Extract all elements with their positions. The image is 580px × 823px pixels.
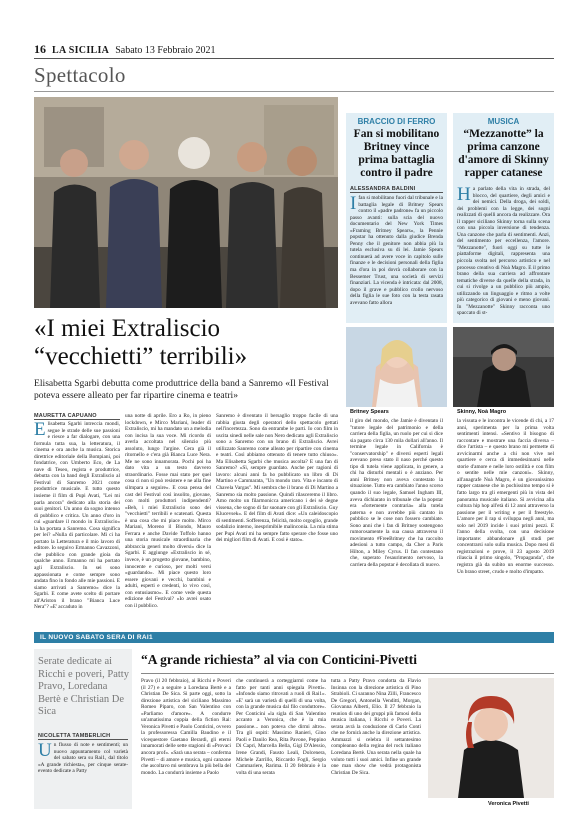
page-header: [34, 42, 554, 56]
lower-side-headline: Serate dedicate ai Ricchi e poveri, Patty Pravo, Loredana Bertè e Christian De Sica: [38, 656, 129, 717]
britney-photo-caption: Britney Spears: [350, 409, 389, 415]
lower-side-text: Un flusso di note e sentimenti; un nuovo appuntamento col varietà del sabato sera su Rai1, dal titolo «A grande richiesta», per cinque serate-evento dedicate a Patty: [38, 742, 128, 775]
music-text-top: Ha parlato della vita in strada, del blocco, del quartiere, degli amici e dei nemici. Della droga, dei soldi, dei problemi con la legge, dei sogni realizzati di quelli ancora da realizzare. Ora il rapper siciliano Skinny torna sulla scena con una piccola inversione di tendenza. Una canzone che parla di sentimenti. Anzi, del sentimento per eccellenza, l'amore. "Mezzanotte", fuori oggi su tutte le piattaforme digitali, rappresenta una piccola svolta nel percorso artistico e nel processo creativo di Noà Magro. E il primo brano della sua carriera ad affrontare tematiche diverse da quelle della strada, in cui si rivolge a un pubblico più ampio, utilizzando un linguaggio e ritmo a volte più categorico di giovani e meno giovani. In "Mezzanotte" Skinny racconta uno spaccato di st-: [457, 186, 550, 317]
lower-column-2: che continuerà a corteggiarmi come ha fatto per tanti anni spiegala Pivetti». «Infondo siamo ritrovati a ruoli di Rai1». «E' sarà un varietà di quelli di una volta, con la grande musica dal filo conduttore». Per Conticini «la sigla di San Valentino accanto a Veronica, che è la mia passione... non poteva che dirmi altro». Tra gli ospiti: Massimo Ranieri, Gino Paoli e Danilo Rea, Rita Pavone, Peppino Di Capri, Marcella Bella, Gigi D'Alessio, Irene Grandi, Fausto Leali, Dolcenera, Michele Zarrillo, Riccardo Fogli, Sergio Cammariere, Rarima. Il 20 febbraio è la volta di una serata: [236, 678, 326, 776]
britney-text-top: Ifan si mobilitano fuori dal tribunale e la battaglia legale di Britney Spears contro il «padre padrone» fa un piccolo passo avanti: sulla scia del nuovo documentario del New York Times «Framing Britney Spears», la Pennie popstar ha ottenuto dalla giudice Brenda Penny che il genitore non abbia più la tutela esclusiva su di lei. Jamie Spears continuerà ad avere voce in capitolo sulle finanze e le decisioni personali della figlia ma d'ora in poi dovrà collaborare con la Bessemer Trust, una società di servizi finanziari. La vicenda è intricata: dal 2008, dopo il grave e pubblico crollo nervoso della figlia le sue foto con la testa rasata avevano fatto allora: [350, 195, 443, 306]
pivetti-photo-caption: Veronica Pivetti: [488, 801, 529, 807]
lower-head-rule: [141, 673, 554, 674]
main-subhead: Elisabetta Sgarbi debutta come produttrice della band a Sanremo «Il Festival poteva essere alleato per far ripartire cinema e teatri»: [34, 378, 329, 401]
main-column-3: Sanremo è diventato il bersaglio troppo facile di una rabbia giusta degli operatori dello spettacolo gettati nell'incertezza. Sono da entrambe le parti. Io con film in uscita sinedi nelle sale non Nero dedicato agli Extraliscio sono a Sanremo con un brano di Extraliscio. Avrei utilizzato Sanremo come alleato per ripartire con cinema e teatri. Così abbiamo ottenuto di tenere tutto chiuso». Ma Elisabetta Sgarbi che musica ascolta? E una fan di Sanremo? «Sì, sempre guardato. Anche per ragioni di lavoro: alcuni anni fa ho pubblicato un libro di Di Martino e Cammarata, "Un mondo raro. Vita e incanto di Chavela Vargas". Mi sembra che il brano di Di Martino a Sanremo sia molto passione. Quindi rilasceremo il libro. Amo molto un filarmonicca americano i dei sè degne vissena, che sogno di far suonare con gli Extraliscio. Guy Klucevsek». E del film di Avati dice: «Un caleidoscopio di sentimenti. Sofferenza, felicità, molto orgoglio, grande sodalizio interno, inesprimibile malinconia. La mia stima per Pupi Avati mi ha sempre fatto sperare che fosse uno dei migliori film di Avati. E così è stato».: [216, 413, 338, 544]
music-tag: MUSICA: [487, 117, 520, 126]
page-number: 16: [34, 42, 46, 56]
skinny-photo-caption: Skinny, Noà Magro: [457, 409, 507, 415]
section-rule: [34, 91, 554, 92]
main-dropcap: E: [34, 421, 46, 440]
main-headline: «I miei Extraliscio “vecchietti” terribili»: [34, 315, 248, 370]
lower-headline: “A grande richiesta” al via con Conticini-Pivetti: [141, 652, 417, 667]
britney-dropcap: I: [350, 195, 357, 214]
britney-headline: Fan si mobilitano Britney vince prima battaglia contro il padre: [353, 128, 440, 179]
britney-text-bottom: il giro del mondo, che Jamie è diventato il "tutore legale del patrimonio e della carriera della figlia, un ruolo per cui si dice sia pagato circa 130 mila dollari all'anno. Il termine legale in California è "conservatorship" e diversi esperti legali avevano preso stato il naso perché questo tipo di tutela viene applicata, in genere, a chi ha disturbi mentali o è anziano. Per anni Britney non aveva contestato la situazione. Tutto era cambiato l'anno scorso quando il suo legale, Samuel Ingham III, aveva dichiarato in tribunale che la popstar era «fortemente contraria» alla tutela paterna e non avrebbe più cantato in pubblico se le cose non fossero cambiate. Sono anni che i fan di Britney sostengono rumorosamente la sua causa attraverso il movimento #FreeBritney che ha raccolto adesioni a tutto campo, da Cher a Paris Hilton, a Miley Cyrus. Il fan contestano che, superato l'esaurimento nervoso, la carriera della popstar è decollata di nuovo.: [350, 418, 443, 569]
lower-column-1: Pravo (il 20 febbraio), ai Ricchi e Poveri (il 27) e a seguire a Loredana Bertè e a Christian De Sica. Si parte oggi, sotto la direzione artistica del siciliano Massimo Romeo Piparo, con San Valentino con «Parliamo d'amore». A condurre un'amatissima coppia della fiction Rai: Veronica Pivetti e Paolo Conticini, ovvero la professoressa Camilla Baudino e il vicequestore Gaetano Berardi, gli eterni innamorati delle sette stagioni di «Provaci ancora prof». «Sarà una serata – conferma Pivetti – di amore e musica, ogni canzone che ascoltavo mi sembrava la più bella del mondo. La condurrà insieme a Paolo: [141, 678, 231, 776]
britney-photo: [346, 327, 447, 407]
main-column-1: Elisabetta Sgarbi intreccia mondi, segue le strade delle sue passioni e riesce a far dialogare, con una formula tutta sua, la letteratura, il cinema e ora anche la musica. Storica direttrice editoriale della Bompiani, poi fondatrice, con Umberto Eco, de La nave di Teseo, regista e produttrice, debutta con la band degli Extraliscio al Festival di Sanremo 2021 come produttrice musicale. E tutto questo insieme il film di Pupi Avati, "Lei mi parla ancora" dedicato alla storia dei suoi genitori. Un anno da sogno intenso di pubblico e critica. Un anno d'oro in cui «guardare il mondo in Extraliscio» la ha portata a Sanremo. Cosa significa per lei? «Nulla di particolare. Mi ci ha portato la Letteratura e il mio lavoro di editore. Io seguivo Ermanno Cavazzoni, che pubblico con grande gioia da qualche anno. Ermanno mi ha portato agli Extraliscio. In sei sono appassionata e come sempre sono andata fino in fondo alle mie passioni. E siamo arrivati a Sanremo» dice la Sgarbi. E come avete scelto di portare all'Ariston il brano "Bianca Luce Nera"? «E' accaduto in: [34, 421, 120, 611]
music-headline: “Mezzanotte” la prima canzone d'amore di Skinny rapper catanese: [458, 128, 549, 179]
lower-side-byline: NICOLETTA TAMBERLICH: [38, 733, 128, 740]
skinny-photo: [453, 327, 554, 407]
header-rule: [34, 58, 554, 59]
lower-section-band: IL NUOVO SABATO SERA DI RAI1: [34, 632, 554, 643]
main-byline: MAURETTA CAPUANO: [34, 413, 120, 420]
lower-column-3: tutta a Patty Pravo condotta da Flavio Insinna con la direzione artistica di Pino Strabioli. Ci saranno Nina Zilli, Francesco De Gregori, Antonella Venditti, Morgan, Giovanna Alberti, Elio. Il 27 febbraio la reunion di uno dei gruppi più famosi della musica italiana, i Ricchi e Poveri. La serata avrà la conduzione di Carlo Conti che ne fornirà anche la direzione artistica. Ammazzi si celebra il settantesimo compleanno della regina del rock italiano Loredana Bertè. Una serata nella quale ha voluto tutti i suoi amici. Infine un grande one man show che vedrà protagonista Christian De Sica.: [331, 678, 421, 776]
britney-byline: ALESSANDRA BALDINI: [350, 186, 443, 193]
main-column-2: una notte di aprile. Ero a Ro, in pieno lockdown, e Mirco Mariani, leader di Extraliscio, mi ha mandato un a melodia con incisa la sua voce. Mi ricordo di averla accoltata nel silenzio più assoluto, lungo l'argine. Cera già il ritornello e c'era già Bianca Luce Nera. Me ne sono innamorata. Pochi poi ha dato vita a un testo davvero straordinario. Fosse mai stato per quel cosa ci non si può resistere e ne alla fine silmpara a seguire». E cosa pensa del cast del Festival così insolito, giovane, con molti produttori indipendenti? «Beh, i miei Extraliscio sono dei "vecchietti" terribili e scatenati. Questa è una cosa che mi piace molto. Mirco Mariani, Moreno il Biondo, Mauro Ferrara e anche Davide Toffolo hanno una storia musicale straordinaria che abbraccia generi molto diversi» dice la Sgarbi. E aggiunge «Extraliscio in sé, invece, è un progetto giovane, bambino, innocente e curioso, per molti versi «guardando». Mi piace questo loro essere giovani e vecchi, bambini e adulti, esperti e credenti, lo vivo così, con entusiasmo». E come vede questa edizione del Festival? «Io avrei osato con il pubblico.: [125, 413, 211, 609]
music-dropcap: H: [457, 186, 471, 205]
britney-tag: BRACCIO DI FERRO: [357, 117, 436, 126]
extraliscio-photo: [34, 97, 338, 308]
music-text-bottom: la vissuta e le incontra le vicende di chi, a 17 anni, sperimenta per la prima volta sentimenti intensi. «Sentivo il bisogno di raccontare e mostrare una faccia diversa – dice l'artista – e questo brano mi permette di avvicinarmi anche a chi non vive nel quartiere e cerca di immedesimarsi nelle storie d'amore e nelle loro ostilità e con film o sentite nelle mie canzoni». Skinny, all'anagrafe Noà Magro, è un giovanissimo rapper catanese che in pochissimo tempo si è fatto largo tra gli emergenti più in vista del panorama musicale italiano. Si avvicina alla cultura hip hop all'età di 12 anni attraverso la passione per il writing e per il freestyle. L'amore per il rap si sviluppa negli anni, ma solo nel 2019 incide i suoi primi pezzi. E l'anno della svolta, con una decisione importante: abbandonare gli studi per concentrarsi solo sulla musica. Dopo mesi di registrazioni e prove, il 23 agosto 2019 rilascia il primo singolo, "Propaganda", che registra già da subito un enorme successo. Un brano street, crudo e molto d'impatto.: [457, 418, 554, 575]
newspaper-brand: LA SICILIA: [52, 45, 110, 56]
section-title: Spettacolo: [34, 63, 126, 87]
issue-date: Sabato 13 Febbraio 2021: [115, 45, 216, 56]
lower-side-dropcap: U: [38, 742, 52, 761]
pivetti-photo: [428, 678, 554, 798]
